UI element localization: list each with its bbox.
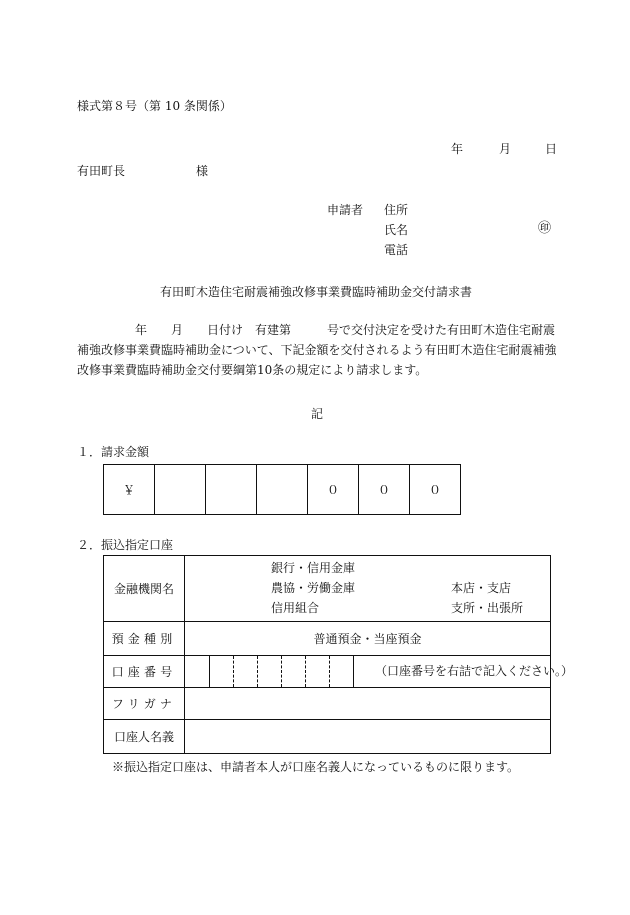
form-number: 様式第８号（第 10 条関係） — [77, 99, 232, 113]
institution-cell[interactable] — [185, 556, 551, 622]
amount-cell[interactable] — [155, 465, 206, 515]
amount-cell[interactable]: ０ — [410, 465, 461, 515]
institution-label: 金融機関名 — [104, 556, 185, 622]
institution-type: 信用組合 — [271, 601, 320, 615]
branch-type: 本店・支店 — [451, 581, 512, 595]
institution-type: 銀行・信用金庫 — [271, 561, 356, 575]
deposit-type-value[interactable]: 普通預金・当座預金 — [185, 622, 551, 656]
body-paragraph — [77, 320, 557, 380]
deposit-type-label: 預金種別 — [104, 622, 185, 656]
account-holder-field[interactable] — [185, 720, 551, 754]
ki-mark: 記 — [311, 407, 324, 421]
address-label: 住所 — [384, 203, 409, 217]
account-number-note: （口座番号を右詰で記入ください。） — [375, 664, 574, 678]
section2-heading: ２．振込指定口座 — [77, 538, 174, 552]
account-number-label: 口座番号 — [104, 656, 185, 688]
date-month-label: 月 — [499, 142, 512, 156]
account-digit-box[interactable] — [185, 656, 209, 687]
institution-type: 農協・労働金庫 — [271, 581, 356, 595]
addressee-honorific: 様 — [196, 164, 209, 178]
account-digit-divider — [353, 656, 354, 687]
body-line: 改修事業費臨時補助金交付要綱第10条の規定により請求します。 — [77, 363, 428, 377]
account-digit-box[interactable] — [329, 656, 353, 687]
phone-label: 電話 — [384, 243, 409, 257]
account-digit-box[interactable] — [209, 656, 233, 687]
addressee: 有田町長 — [77, 164, 126, 178]
account-digit-box[interactable] — [281, 656, 305, 687]
furigana-field[interactable] — [185, 688, 551, 720]
furigana-label: フリガナ — [104, 688, 185, 720]
bank-account-table — [103, 555, 574, 754]
section1-heading: １．請求金額 — [77, 445, 150, 459]
body-line: 補強改修事業費臨時補助金について、下記金額を交付されるよう有田町木造住宅耐震補強 — [77, 343, 557, 357]
account-digit-box[interactable] — [305, 656, 329, 687]
amount-table — [103, 464, 461, 515]
name-label: 氏名 — [384, 223, 409, 237]
account-number-cell — [185, 656, 574, 688]
seal-mark: ㊞ — [538, 221, 552, 236]
branch-type: 支所・出張所 — [451, 601, 524, 615]
account-footnote: ※振込指定口座は、申請者本人が口座名義人になっているものに限ります。 — [112, 760, 520, 774]
applicant-label: 申請者 — [327, 203, 364, 217]
date-day-label: 日 — [545, 142, 558, 156]
account-digit-boxes — [185, 656, 354, 687]
amount-cell[interactable]: ０ — [308, 465, 359, 515]
amount-cell[interactable]: ￥ — [104, 465, 155, 515]
amount-cell[interactable]: ０ — [359, 465, 410, 515]
account-holder-label: 口座人名義 — [104, 720, 185, 754]
amount-cell[interactable] — [206, 465, 257, 515]
account-digit-box[interactable] — [257, 656, 281, 687]
document-title: 有田町木造住宅耐震補強改修事業費臨時補助金交付請求書 — [160, 285, 473, 299]
account-digit-box[interactable] — [233, 656, 257, 687]
date-year-label: 年 — [451, 142, 464, 156]
body-line: 年 月 日付け 有建第 号で交付決定を受けた有田町木造住宅耐震 — [135, 323, 556, 337]
amount-cell[interactable] — [257, 465, 308, 515]
